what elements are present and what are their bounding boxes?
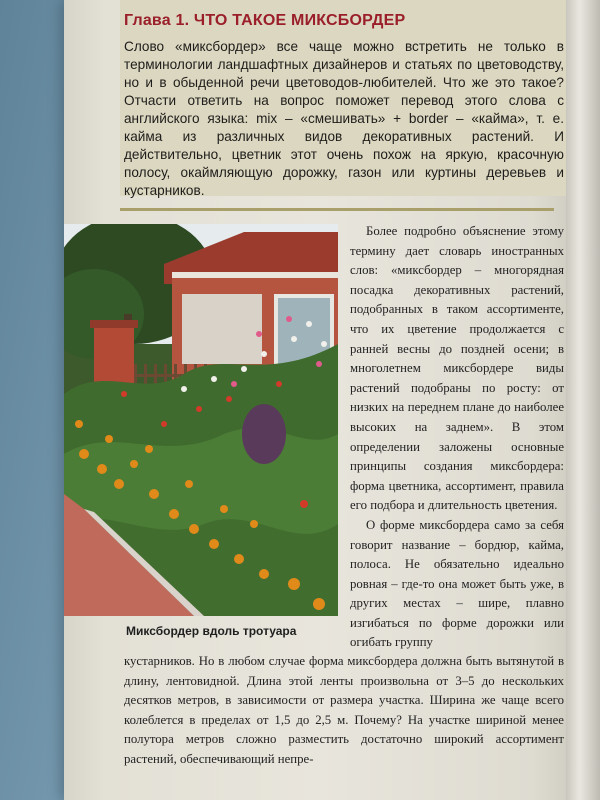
mixborder-photo — [64, 224, 338, 616]
column-paragraph-1: Более подробно объяснение этому термину дает словарь иностранных слов: «миксбордер – многорядная посадка декоративных растений, подобранных в таком ассортименте, что их цветение продолжается с ранней весны до поздней осени; в многолетнем миксбордере виды растений подобраны по росту: от низких на переднем плане до наиболее высоких на заднем». В этом определении заложены основные принципы создания миксбордера: форма цветника, ассортимент, правила его подбора и длительность цветения. — [350, 224, 564, 513]
section-divider — [120, 208, 554, 211]
chapter-title: Глава 1. ЧТО ТАКОЕ МИКСБОРДЕР — [124, 12, 406, 29]
chapter-intro: Слово «миксбордер» все чаще можно встретить не только в терминологии ландшафтных дизайнеров и статьях по цветоводству, но и в обыденной речи цветоводов-любителей. Что же это такое? Отчасти ответить на вопрос поможет перевод этого слова с английского языка: mix – «смешивать» + border – «кайма», т. е. кайма из различных видов декоративных растений. И действительно, цветник этот очень похож на яркую, красочную полосу, окаймляющую дорожку, газон или куртины деревьев и кустарников. — [124, 39, 564, 198]
book-page — [64, 0, 574, 800]
column-paragraph-2: О форме миксбордера само за себя говорит название – бордюр, кайма, полоса. Не обязательно идеально ровная – где-то она может быть уже, в других местах – шире, плавно изгибаться по форме дорожки или огибать группу — [350, 517, 564, 650]
photo-caption: Миксбордер вдоль тротуара — [126, 624, 297, 638]
right-column-text — [350, 222, 564, 653]
garden-illustration — [64, 224, 338, 616]
bottom-paragraph: кустарников. Но в любом случае форма миксбордера должна быть вытянутой в длину, лентовидной. Длина этой ленты произвольна от 3–5 до нескольких десятков метров, в зависимости от размера участка. Ширина же чаще всего колеблется в пределах от 1,5 до 2,5 м. Почему? На участке шириной менее полутора метров сложно разместить достаточно широкий ассортимент растений, обеспечивающий непре- — [124, 654, 564, 766]
next-page-edge — [566, 0, 600, 800]
